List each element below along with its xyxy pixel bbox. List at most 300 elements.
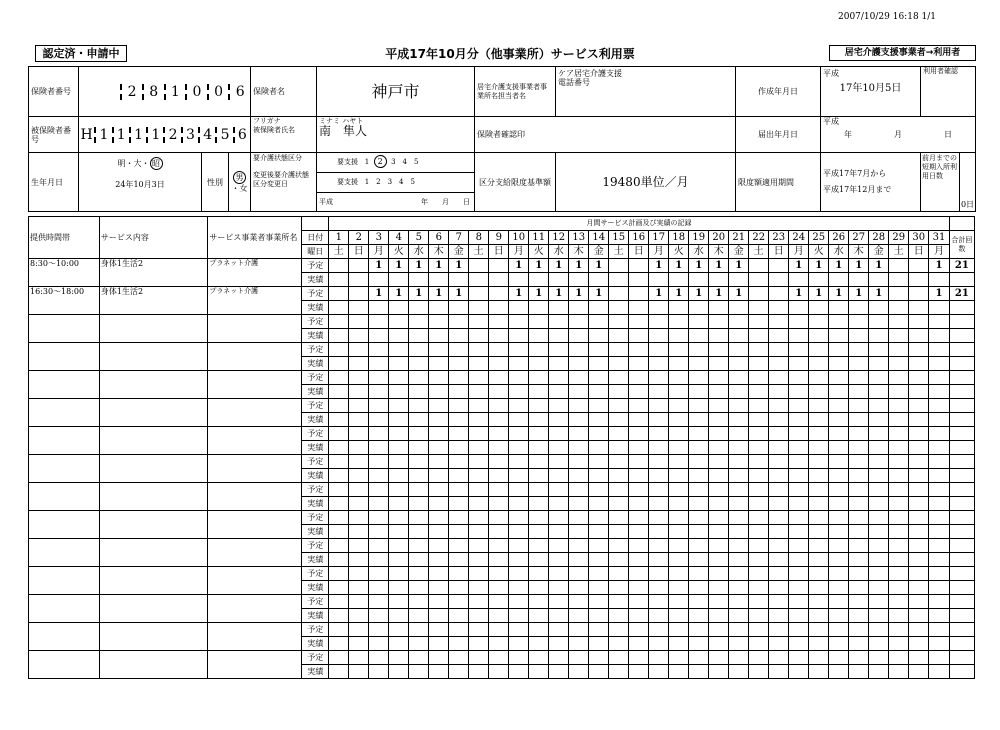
actual-cell (709, 385, 729, 399)
insured-number-digit: 1 (129, 127, 146, 143)
plan-cell (329, 371, 349, 385)
plan-cell (529, 427, 549, 441)
plan-cell (369, 567, 389, 581)
actual-cell (669, 441, 689, 455)
plan-label: 予定 (302, 623, 329, 637)
actual-cell (389, 609, 409, 623)
actual-cell (589, 525, 609, 539)
actual-cell (709, 553, 729, 567)
weekday: 水 (829, 245, 849, 259)
plan-cell (889, 567, 909, 581)
row-total (949, 399, 974, 413)
row-service (99, 427, 207, 455)
actual-cell (789, 329, 809, 343)
actual-cell (629, 441, 649, 455)
plan-cell (669, 399, 689, 413)
actual-cell (509, 413, 529, 427)
insured-name-label: 被保険者氏名 (253, 126, 295, 134)
actual-cell (369, 469, 389, 483)
plan-cell (709, 399, 729, 413)
actual-cell (469, 357, 489, 371)
actual-cell (869, 609, 889, 623)
actual-cell (769, 441, 789, 455)
plan-cell (489, 315, 509, 329)
weekday: 月 (789, 245, 809, 259)
weekday: 土 (889, 245, 909, 259)
actual-cell (769, 665, 789, 679)
actual-cell (749, 413, 769, 427)
actual-total (949, 301, 974, 315)
plan-cell (749, 483, 769, 497)
actual-cell (509, 581, 529, 595)
plan-cell (909, 371, 929, 385)
plan-cell (469, 399, 489, 413)
plan-cell (569, 483, 589, 497)
actual-cell (909, 357, 929, 371)
weekday: 土 (749, 245, 769, 259)
actual-cell (409, 609, 429, 623)
actual-cell (449, 497, 469, 511)
plan-cell: 1 (569, 287, 589, 301)
plan-cell (909, 343, 929, 357)
actual-cell (789, 357, 809, 371)
plan-cell: 1 (849, 287, 869, 301)
actual-cell (369, 609, 389, 623)
actual-cell (469, 273, 489, 287)
actual-cell (529, 581, 549, 595)
plan-cell (629, 483, 649, 497)
actual-cell (409, 469, 429, 483)
actual-cell (669, 525, 689, 539)
actual-cell (789, 385, 809, 399)
plan-cell (589, 651, 609, 665)
actual-cell (429, 497, 449, 511)
actual-cell (489, 357, 509, 371)
plan-cell (869, 651, 889, 665)
plan-cell (769, 399, 789, 413)
plan-cell (789, 567, 809, 581)
actual-cell (889, 469, 909, 483)
insured-number-digit: 3 (181, 127, 198, 143)
actual-cell (429, 301, 449, 315)
actual-cell (509, 301, 529, 315)
actual-cell (429, 441, 449, 455)
date-label: 日付 (302, 231, 329, 245)
row-provider (208, 511, 302, 539)
plan-cell: 1 (649, 287, 669, 301)
limit-label: 区分支給限度基準額 (475, 153, 556, 212)
plan-cell (409, 455, 429, 469)
actual-cell (749, 553, 769, 567)
plan-cell (329, 315, 349, 329)
plan-cell (869, 511, 889, 525)
actual-cell (649, 609, 669, 623)
plan-cell (529, 623, 549, 637)
plan-cell (809, 427, 829, 441)
actual-cell (809, 273, 829, 287)
actual-cell (829, 581, 849, 595)
actual-cell (689, 413, 709, 427)
insurer-number-digit: 6 (228, 84, 250, 100)
actual-cell (449, 441, 469, 455)
actual-cell (569, 385, 589, 399)
plan-cell (349, 315, 369, 329)
plan-cell (689, 651, 709, 665)
weekday: 月 (369, 245, 389, 259)
actual-cell (769, 609, 789, 623)
plan-cell (729, 623, 749, 637)
plan-cell (669, 315, 689, 329)
plan-label: 予定 (302, 539, 329, 553)
actual-cell (509, 665, 529, 679)
plan-cell (409, 315, 429, 329)
weekday: 木 (709, 245, 729, 259)
plan-cell (649, 623, 669, 637)
actual-cell (529, 553, 549, 567)
weekday: 水 (689, 245, 709, 259)
plan-cell (809, 315, 829, 329)
plan-cell (729, 483, 749, 497)
actual-cell (729, 413, 749, 427)
actual-cell (809, 441, 829, 455)
plan-label: 予定 (302, 399, 329, 413)
actual-cell (649, 469, 669, 483)
actual-cell (749, 469, 769, 483)
plan-cell (389, 623, 409, 637)
actual-label: 実績 (302, 665, 329, 679)
plan-cell (329, 343, 349, 357)
plan-cell (849, 455, 869, 469)
plan-cell (929, 483, 949, 497)
kana-label: フリガナ (253, 117, 281, 125)
plan-cell (369, 343, 389, 357)
col-header-provider: サービス事業者事業所名 (208, 217, 302, 259)
actual-cell (509, 525, 529, 539)
plan-cell: 1 (649, 259, 669, 273)
plan-cell (729, 455, 749, 469)
actual-cell (589, 273, 609, 287)
actual-cell (729, 469, 749, 483)
actual-cell (749, 665, 769, 679)
actual-cell (469, 637, 489, 651)
actual-cell (669, 329, 689, 343)
actual-cell (809, 301, 829, 315)
plan-label: 予定 (302, 427, 329, 441)
plan-cell (829, 595, 849, 609)
actual-cell (349, 413, 369, 427)
actual-cell (649, 581, 669, 595)
plan-cell (629, 259, 649, 273)
plan-cell (629, 427, 649, 441)
total-label: 合計回数 (949, 231, 974, 259)
actual-cell (369, 273, 389, 287)
actual-cell (389, 273, 409, 287)
actual-cell (549, 609, 569, 623)
plan-cell (769, 371, 789, 385)
insured-number-digit: 1 (94, 127, 111, 143)
plan-cell (749, 371, 769, 385)
actual-cell (749, 273, 769, 287)
plan-cell (449, 315, 469, 329)
plan-cell (429, 511, 449, 525)
actual-cell (749, 497, 769, 511)
plan-cell (849, 651, 869, 665)
actual-cell (569, 441, 589, 455)
plan-cell (869, 427, 889, 441)
actual-cell (489, 553, 509, 567)
actual-cell (529, 497, 549, 511)
plan-cell: 1 (529, 259, 549, 273)
change-label: 変更後要介護状態区分変更日 (253, 171, 309, 188)
actual-cell (729, 637, 749, 651)
plan-cell (789, 455, 809, 469)
weekday: 水 (549, 245, 569, 259)
actual-cell (889, 525, 909, 539)
actual-cell (329, 413, 349, 427)
plan-cell (809, 371, 829, 385)
plan-cell (789, 483, 809, 497)
actual-cell (609, 385, 629, 399)
actual-label: 実績 (302, 441, 329, 455)
plan-cell (709, 511, 729, 525)
plan-cell (869, 567, 889, 581)
actual-cell (429, 329, 449, 343)
actual-cell (349, 329, 369, 343)
plan-cell (889, 483, 909, 497)
plan-cell (609, 399, 629, 413)
plan-cell (549, 595, 569, 609)
short-stay-label: 前月までの短期入所利用日数 (921, 153, 960, 211)
weekday: 日 (629, 245, 649, 259)
actual-cell (569, 553, 589, 567)
actual-cell (909, 273, 929, 287)
plan-cell (409, 483, 429, 497)
plan-cell (869, 455, 889, 469)
plan-cell (549, 567, 569, 581)
actual-cell (469, 301, 489, 315)
actual-cell (469, 441, 489, 455)
plan-cell (869, 399, 889, 413)
plan-cell (369, 483, 389, 497)
plan-cell (329, 455, 349, 469)
plan-cell (389, 567, 409, 581)
plan-cell (709, 651, 729, 665)
limit-period-label: 限度額適用期間 (736, 153, 821, 212)
actual-cell (729, 329, 749, 343)
change-ymd: 年 月 日 (421, 198, 470, 206)
row-service (99, 399, 207, 427)
actual-cell (749, 329, 769, 343)
row-service (99, 483, 207, 511)
actual-cell (649, 329, 669, 343)
row-total (949, 539, 974, 553)
row-service (99, 567, 207, 595)
actual-cell (449, 413, 469, 427)
plan-cell (829, 371, 849, 385)
actual-cell (849, 441, 869, 455)
actual-label: 実績 (302, 357, 329, 371)
plan-cell (829, 427, 849, 441)
plan-cell: 1 (409, 259, 429, 273)
plan-cell (909, 287, 929, 301)
change-era: 平成 (319, 198, 333, 206)
actual-cell (549, 441, 569, 455)
plan-cell (469, 539, 489, 553)
actual-cell (549, 301, 569, 315)
plan-cell (689, 567, 709, 581)
plan-cell (809, 483, 829, 497)
plan-cell: 1 (509, 259, 529, 273)
plan-cell (469, 623, 489, 637)
weekday: 水 (409, 245, 429, 259)
plan-cell (729, 427, 749, 441)
actual-cell (489, 525, 509, 539)
plan-cell (569, 343, 589, 357)
actual-cell (909, 553, 929, 567)
actual-cell (649, 301, 669, 315)
plan-cell (529, 651, 549, 665)
plan-cell (529, 371, 549, 385)
plan-cell (889, 595, 909, 609)
plan-cell (649, 455, 669, 469)
plan-cell (789, 623, 809, 637)
actual-cell (789, 581, 809, 595)
actual-cell (809, 469, 829, 483)
actual-cell (529, 385, 549, 399)
actual-cell (729, 301, 749, 315)
actual-cell (549, 553, 569, 567)
actual-cell (389, 385, 409, 399)
plan-cell (549, 315, 569, 329)
plan-cell (629, 455, 649, 469)
plan-cell (869, 595, 889, 609)
plan-cell (829, 343, 849, 357)
actual-cell (349, 637, 369, 651)
row-service (99, 343, 207, 371)
plan-cell (609, 371, 629, 385)
plan-cell (829, 315, 849, 329)
plan-cell (869, 483, 889, 497)
plan-cell: 1 (449, 259, 469, 273)
actual-cell (429, 665, 449, 679)
actual-cell (829, 525, 849, 539)
actual-cell (809, 665, 829, 679)
plan-cell (449, 343, 469, 357)
plan-cell (749, 343, 769, 357)
actual-cell (489, 413, 509, 427)
actual-cell (829, 665, 849, 679)
actual-cell (689, 553, 709, 567)
weekday: 金 (589, 245, 609, 259)
plan-cell (909, 623, 929, 637)
actual-cell (449, 301, 469, 315)
plan-cell (349, 623, 369, 637)
page-title: 平成17年10月分（他事業所）サービス利用票 (385, 47, 635, 61)
actual-cell (869, 581, 889, 595)
plan-cell (569, 399, 589, 413)
plan-cell (509, 595, 529, 609)
plan-cell (809, 455, 829, 469)
actual-cell (909, 581, 929, 595)
actual-cell (369, 413, 389, 427)
actual-cell (489, 637, 509, 651)
actual-cell (669, 273, 689, 287)
plan-cell (629, 287, 649, 301)
plan-cell (689, 623, 709, 637)
actual-cell (489, 497, 509, 511)
actual-cell (529, 665, 549, 679)
plan-cell (609, 567, 629, 581)
actual-cell (889, 273, 909, 287)
day-number: 3 (369, 231, 389, 245)
plan-cell (669, 455, 689, 469)
actual-total (949, 553, 974, 567)
insured-name: 南 隼人 (319, 124, 368, 138)
day-number: 17 (649, 231, 669, 245)
plan-cell (549, 399, 569, 413)
plan-cell: 1 (589, 287, 609, 301)
day-number: 23 (769, 231, 789, 245)
plan-cell (869, 315, 889, 329)
actual-cell (629, 525, 649, 539)
actual-cell (329, 301, 349, 315)
actual-cell (409, 553, 429, 567)
plan-cell (889, 455, 909, 469)
actual-cell (369, 665, 389, 679)
plan-cell (909, 595, 929, 609)
actual-cell (569, 609, 589, 623)
plan-cell (369, 455, 389, 469)
plan-cell (709, 455, 729, 469)
actual-cell (409, 385, 429, 399)
plan-cell (589, 343, 609, 357)
weekday: 火 (529, 245, 549, 259)
plan-cell (789, 371, 809, 385)
plan-cell (629, 511, 649, 525)
plan-cell (489, 651, 509, 665)
actual-cell (469, 413, 489, 427)
actual-cell (349, 273, 369, 287)
actual-cell (429, 385, 449, 399)
plan-cell (789, 539, 809, 553)
row-provider: プラネット介護 (208, 287, 302, 315)
plan-cell (529, 567, 549, 581)
weekday: 土 (329, 245, 349, 259)
actual-cell (869, 301, 889, 315)
actual-cell (609, 273, 629, 287)
actual-cell (449, 329, 469, 343)
actual-cell (849, 357, 869, 371)
actual-cell (689, 525, 709, 539)
actual-cell (329, 553, 349, 567)
actual-cell (809, 637, 829, 651)
actual-cell (349, 553, 369, 567)
plan-cell (849, 371, 869, 385)
actual-label: 実績 (302, 385, 329, 399)
actual-cell (389, 497, 409, 511)
plan-cell (569, 567, 589, 581)
actual-cell (589, 469, 609, 483)
day-number: 22 (749, 231, 769, 245)
actual-cell (329, 665, 349, 679)
row-total: 21 (949, 287, 974, 301)
actual-cell (809, 357, 829, 371)
row-time (29, 623, 100, 651)
insurer-number-boxes (79, 67, 251, 117)
plan-cell: 1 (529, 287, 549, 301)
plan-label: 予定 (302, 455, 329, 469)
plan-cell (829, 399, 849, 413)
